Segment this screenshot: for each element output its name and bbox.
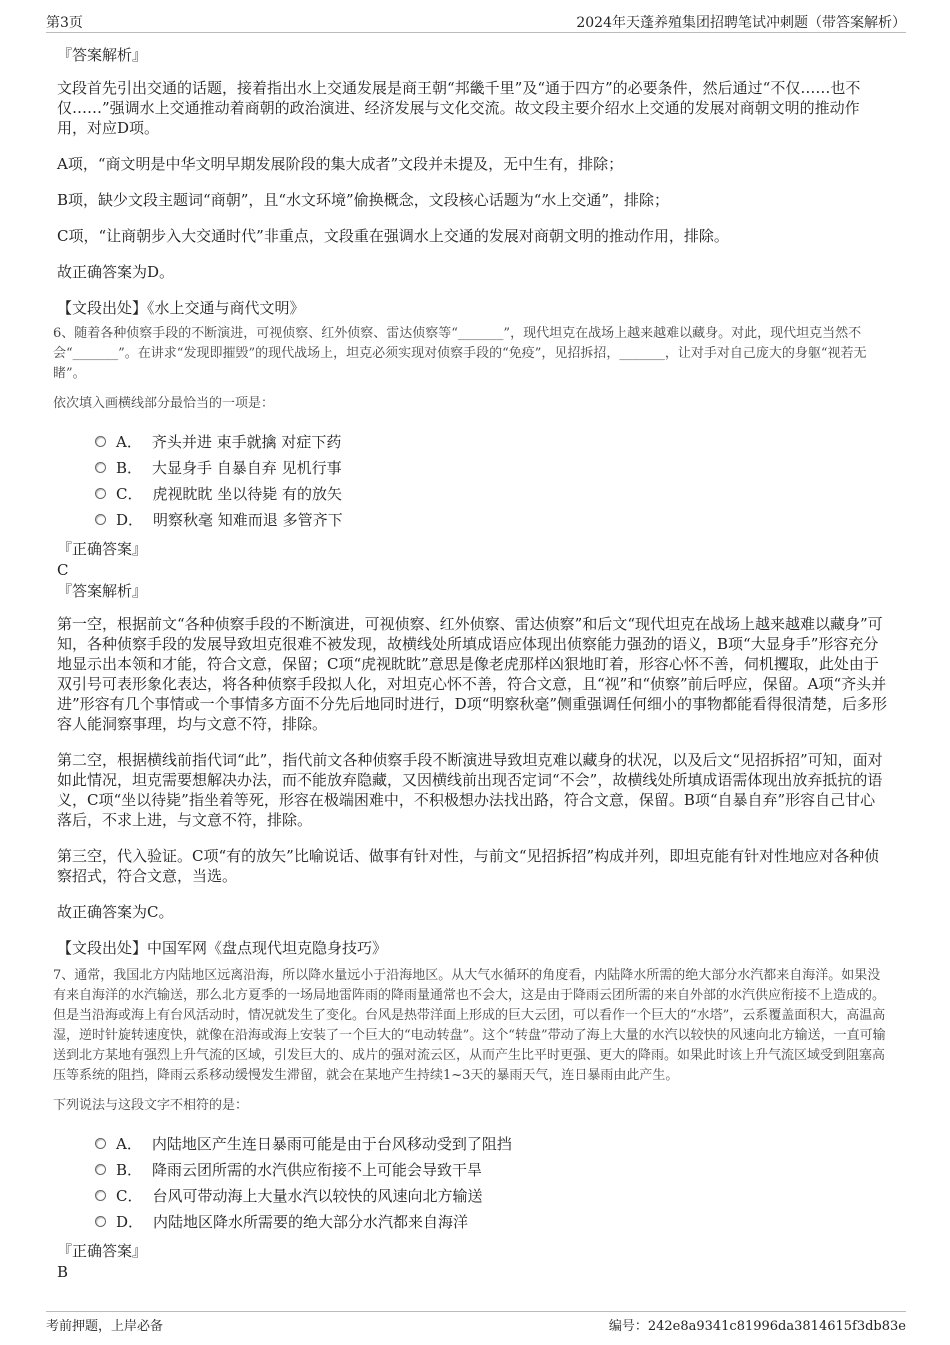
q6-stem: 6、随着各种侦察手段的不断演进，可视侦察、红外侦察、雷达侦察等“_______”，现代坦克在战场上越来越难以藏身。对此，现代坦克当然不会“_______”。在讲求“发现即摧毁”的现代战场上，坦克必须实现对侦察手段的“免疫”，见招拆招，_______，让对手对自己庞大的身躯“视若无睹”。 <box>53 326 867 381</box>
option-text: 台风可带动海上大量水汽以较快的风速向北方输送 <box>152 1186 483 1205</box>
q5-analysis-b: B项，缺少文段主题词“商朝”，且“水文环境”偷换概念，文段核心话题为“水上交通”，排除； <box>57 191 670 209</box>
option-letter: A． <box>116 432 142 451</box>
q5-analysis-label: 『答案解析』 <box>57 46 148 64</box>
q5-analysis-p1: 文段首先引出交通的话题，接着指出水上交通发展是商王朝“邦畿千里”及“通于四方”的必要条件，然后通过“不仅……也不仅……”强调水上交通推动着商朝的政治演进、经济发展与文化交流。故文段主要介绍水上交通的发展对商朝文明的推动作用，对应D项。 <box>57 79 861 137</box>
option-letter: D． <box>116 510 144 529</box>
radio-icon[interactable] <box>95 1164 106 1175</box>
q6-analysis-p1: 第一空，根据前文“各种侦察手段的不断演进，可视侦察、红外侦察、雷达侦察”和后文“现代坦克在战场上越来越难以藏身”可知，各种侦察手段的发展导致坦克很难不被发现，故横线处所填成语应体现出侦察能力强劲的语义，B项“大显身手”形容充分地显示出本领和才能，符合文意，保留；C项“虎视眈眈”意思是像老虎那样凶狠地盯着，形容心怀不善，伺机攫取，此处由于双引号可表形象化表达，将各种侦察手段拟人化，对坦克心怀不善，符合文意，且“视”和“侦察”前后呼应，保留。A项“齐头并进”形容有几个事情或一个事情多方面不分先后地同时进行，D项“明察秋毫”侧重强调任何细小的事物都能看得很清楚，后多形容人能洞察事理，均与文意不符，排除。 <box>57 615 888 733</box>
q7-option-c[interactable] <box>95 1182 889 1208</box>
q6-analysis-label: 『答案解析』 <box>57 582 148 600</box>
option-letter: A． <box>116 1134 142 1153</box>
option-letter: D． <box>116 1212 144 1231</box>
radio-icon[interactable] <box>95 1138 106 1149</box>
q6-option-d[interactable] <box>95 506 889 532</box>
q6-correct-answer: C <box>57 561 69 579</box>
q5-conclusion: 故正确答案为D。 <box>57 263 175 281</box>
option-text: 虎视眈眈 坐以待毙 有的放矢 <box>152 484 343 503</box>
option-text: 降雨云团所需的水汽供应衔接不上可能会导致干旱 <box>152 1160 483 1179</box>
option-text: 大显身手 自暴自弃 见机行事 <box>152 458 342 477</box>
q7-option-b[interactable] <box>95 1156 889 1182</box>
option-text: 内陆地区产生连日暴雨可能是由于台风移动受到了阻挡 <box>151 1134 512 1153</box>
q7-stem: 7、通常，我国北方内陆地区远离沿海，所以降水量远小于沿海地区。从大气水循环的角度看，内陆降水所需的绝大部分水汽都来自海洋。如果没有来自海洋的水汽输送，那么北方夏季的一场局地雷阵雨的降雨量通常也不会大，这是由于降雨云团所需的来自外部的水汽供应衔接不上造成的。但是当沿海或海上有台风活动时，情况就发生了变化。台风是热带洋面上形成的巨大云团，可以看作一个巨大的“水塔”，云系覆盖面积大，高温高湿，逆时针旋转速度快，就像在沿海或海上安装了一个巨大的“电动转盘”。这个“转盘”带动了海上大量的水汽以较快的风速向北方输送，一直可输送到北方某地有强烈上升气流的区域，引发巨大的、成片的强对流云区，从而产生比平时更强、更大的降雨。如果此时该上升气流区域受到阻塞高压等系统的阻挡，降雨云系移动缓慢发生滞留，就会在某地产生持续1~3天的暴雨天气，连日暴雨由此产生。 <box>53 968 886 1083</box>
q6-option-b[interactable] <box>95 454 889 480</box>
q6-option-a[interactable] <box>95 428 889 454</box>
q6-option-c[interactable] <box>95 480 889 506</box>
q5-analysis-a: A项，“商文明是中华文明早期发展阶段的集大成者”文段并未提及，无中生有，排除； <box>57 155 624 173</box>
radio-icon[interactable] <box>95 1190 106 1201</box>
q7-correct-answer: B <box>57 1263 69 1281</box>
q6-options <box>95 428 889 532</box>
radio-icon[interactable] <box>95 436 106 447</box>
option-letter: C． <box>116 1186 143 1205</box>
radio-icon[interactable] <box>95 462 106 473</box>
q7-option-d[interactable] <box>95 1208 889 1234</box>
q6-analysis-p3: 第三空，代入验证。C项“有的放矢”比喻说话、做事有针对性，与前文“见招拆招”构成并列，即坦克能有针对性地应对各种侦察招式，符合文意，当选。 <box>57 847 880 885</box>
footer-slogan: 考前押题，上岸必备 <box>46 1319 164 1334</box>
q7-options <box>95 1130 889 1234</box>
footer-code: 编号：242e8a9341c81996da3814615f3db83e <box>608 1319 906 1334</box>
option-text: 明察秋毫 知难而退 多管齐下 <box>153 510 343 529</box>
q7-prompt: 下列说法与这段文字不相符的是： <box>53 1098 249 1113</box>
q7-option-a[interactable] <box>95 1130 889 1156</box>
radio-icon[interactable] <box>95 514 106 525</box>
q6-conclusion: 故正确答案为C。 <box>57 903 174 921</box>
q6-analysis-p2: 第二空，根据横线前指代词“此”，指代前文各种侦察手段不断演进导致坦克难以藏身的状况，以及后文“见招拆招”可知，面对如此情况，坦克需要想解决办法，而不能放弃隐藏，又因横线前出现否定词“不会”，故横线处所填成语需体现出放弃抵抗的语义，C项“坐以待毙”指坐着等死，形容在极端困难中，不积极想办法找出路，符合文意，保留。B项“自暴自弃”形容自己甘心落后，不求上进，与文意不符，排除。 <box>57 751 883 829</box>
q6-correct-label: 『正确答案』 <box>57 540 148 558</box>
q6-prompt: 依次填入画横线部分最恰当的一项是： <box>53 396 275 411</box>
option-letter: B． <box>116 1160 143 1179</box>
option-text: 齐头并进 束手就擒 对症下药 <box>151 432 342 451</box>
radio-icon[interactable] <box>95 488 106 499</box>
radio-icon[interactable] <box>95 1216 106 1227</box>
doc-title: 2024年天蓬养殖集团招聘笔试冲刺题（带答案解析） <box>576 15 906 31</box>
option-text: 内陆地区降水所需要的绝大部分水汽都来自海洋 <box>153 1212 469 1231</box>
page-footer <box>46 1311 906 1335</box>
q5-analysis-c: C项，“让商朝步入大交通时代”非重点，文段重在强调水上交通的发展对商朝文明的推动作用，排除。 <box>57 227 729 245</box>
page-header <box>46 10 906 33</box>
page-content <box>53 44 889 1282</box>
q5-source: 【文段出处】《水上交通与商代文明》 <box>57 299 305 317</box>
page-number: 第3页 <box>46 15 83 31</box>
q6-source: 【文段出处】中国军网《盘点现代坦克隐身技巧》 <box>57 939 388 957</box>
option-letter: B． <box>116 458 143 477</box>
q7-correct-label: 『正确答案』 <box>57 1242 148 1260</box>
option-letter: C． <box>116 484 143 503</box>
